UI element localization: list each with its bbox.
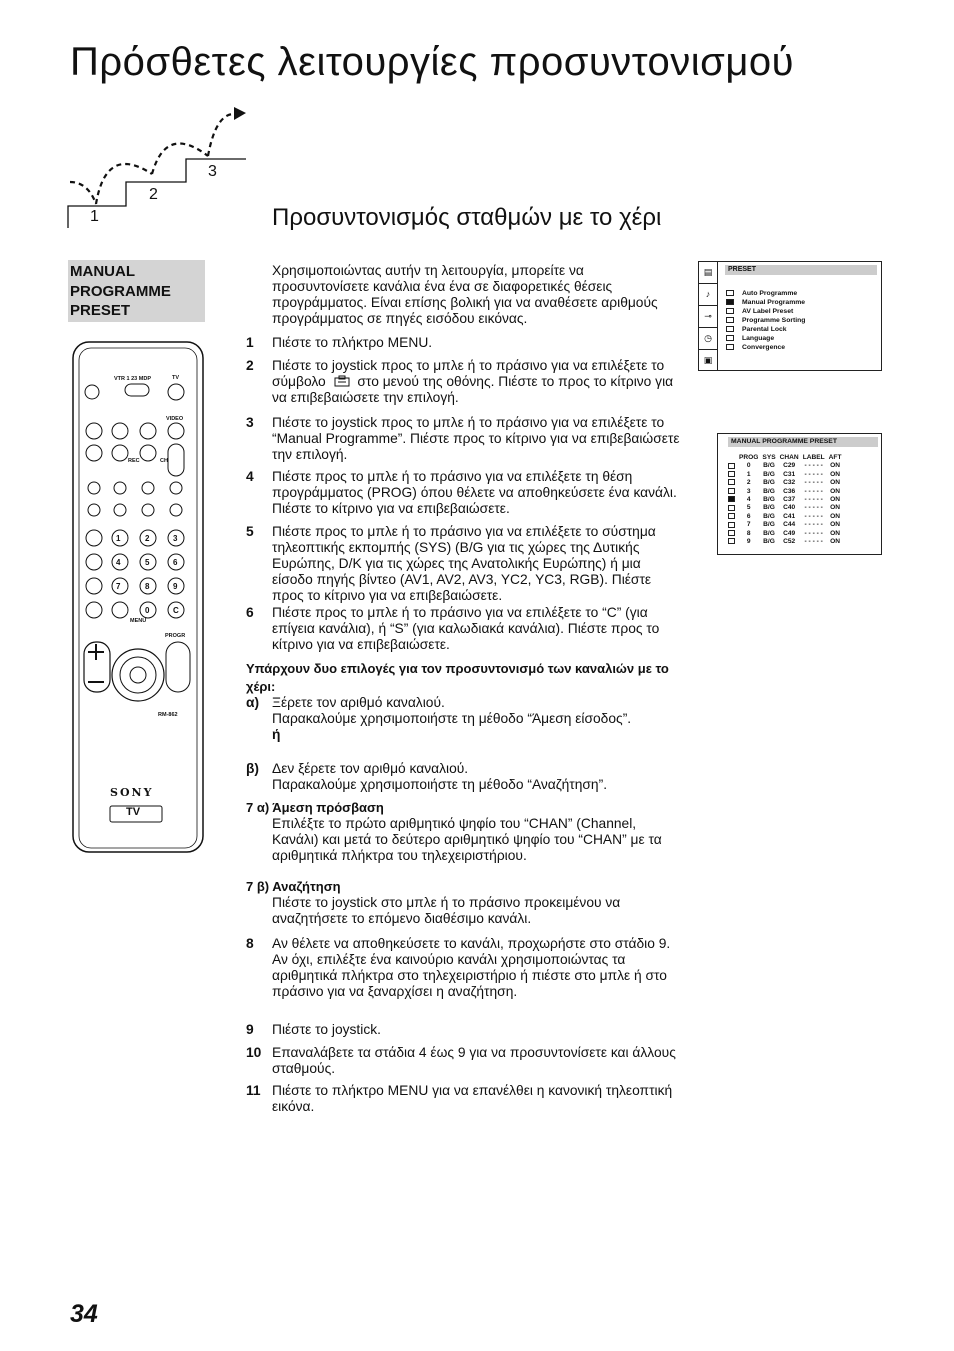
- column-header: SYS: [762, 454, 776, 461]
- table-row: [726, 530, 844, 538]
- table-cell: B/G: [763, 479, 775, 487]
- row-checkbox: [728, 513, 735, 519]
- table-row: [726, 513, 844, 521]
- menu-item: Language: [726, 334, 805, 343]
- table-cell: ON: [830, 521, 841, 529]
- table-cell: 2: [746, 479, 751, 487]
- table-row: [726, 488, 844, 496]
- step-7a-heading: 7 α) Άμεση πρόσβαση: [246, 800, 384, 815]
- connection-icon: ⊸: [699, 306, 717, 328]
- remote-control: [70, 340, 206, 860]
- step-number: 5: [246, 524, 254, 539]
- table-cell: ON: [830, 538, 841, 546]
- menu-item: Manual Programme: [726, 298, 805, 307]
- table-cell: ON: [830, 504, 841, 512]
- table-cell: 0: [746, 462, 751, 470]
- step-text: Πιέστε το πλήκτρο MENU για να επανέλθει η κανονική τηλεοπτική εικόνα.: [272, 1083, 673, 1114]
- table-cell: B/G: [763, 504, 775, 512]
- step-text: Πιέστε προς το μπλε ή το πράσινο για να επιλέξετε το σύστημα τηλεοπτικής εκπομπής (SYS) (B/G για τις χώρες της Δυτικής Ευρώπης, D/K για τις χώρες της Ανατολικής Ευρώπης) ή μια είσοδο πηγής βίντεο (AV1, AV2, AV3, YC2, YC3, RGB). Πιέστε προς το κίτρινο για να επιβεβαιώσετε.: [272, 524, 656, 603]
- step-text: Πιέστε προς το μπλε ή το πράσινο για να επιλέξετε το “C” (για επίγεια κανάλια), ή “S” (για καλωδιακά κανάλια). Πιέστε προς το κίτρινο για να επιβεβαιώσετε.: [272, 605, 660, 652]
- table-cell: - - - - -: [804, 462, 823, 470]
- intro-paragraph: Χρησιμοποιώντας αυτήν τη λειτουργία, μπορείτε να προσυντονίσετε κανάλια ένα ένα σε διαφορετικές θέσεις προγράμματος. Είναι επίσης βολική για να αναθέσετε αριθμούς προγράμματος σε πηγές εισόδου εικόνας.: [272, 263, 658, 326]
- table-cell: - - - - -: [804, 487, 823, 495]
- page-title: Πρόσθετες λειτουργίες προσυντονισμού: [70, 40, 794, 84]
- table-cell: ON: [830, 512, 841, 520]
- remote-video-label: VIDEO: [166, 416, 184, 422]
- option-a-line2: Παρακαλούμε χρησιμοποιήστε τη μέθοδο “Άμεση είσοδος”.: [272, 711, 632, 726]
- remote-digit-8[interactable]: 8: [145, 582, 150, 591]
- remote-control-graphic: [70, 340, 206, 855]
- preset-menu-sidebar: [699, 262, 718, 370]
- remote-digit-4[interactable]: 4: [116, 558, 121, 567]
- remote-digit-0[interactable]: 0: [145, 606, 150, 615]
- step-number: 2: [246, 358, 254, 373]
- step-7b-text: Πιέστε το joystick στο μπλε ή το πράσινο προκειμένου να αναζητήσετε το επόμενο διαθέσιμο κανάλι.: [272, 895, 621, 926]
- table-row: [726, 538, 844, 546]
- remote-digit-7[interactable]: 7: [116, 582, 121, 591]
- sidebar-label-line: PROGRAMME: [70, 282, 171, 300]
- option-b: [246, 761, 686, 797]
- table-cell: B/G: [763, 470, 775, 478]
- manual-programme-header: MANUAL PROGRAMME PRESET: [728, 437, 878, 447]
- stair-label-3: 3: [208, 163, 217, 180]
- table-cell: 9: [746, 538, 751, 546]
- table-row: [726, 471, 844, 479]
- step-7b: [246, 879, 686, 927]
- row-checkbox: [728, 488, 735, 494]
- remote-c-key[interactable]: C: [173, 606, 179, 615]
- sidebar-label-line: MANUAL: [70, 263, 135, 280]
- menu-item: Convergence: [726, 343, 805, 352]
- table-cell: C31: [783, 470, 796, 478]
- step-text: Πιέστε το joystick προς το μπλε ή το πράσινο για να επιλέξετε το “Manual Programme”. Πιέστε προς το κίτρινο για να επιβεβαιώσετε την επιλογή.: [272, 415, 680, 462]
- step-number: 9: [246, 1022, 254, 1037]
- preset-menu-list: [726, 289, 805, 352]
- remote-model-label: RM-862: [158, 712, 178, 718]
- table-cell: C36: [783, 487, 796, 495]
- table-cell: 1: [746, 470, 751, 478]
- remote-progr-label: PROGR: [165, 633, 186, 639]
- table-cell: ON: [830, 529, 841, 537]
- table-cell: ON: [830, 496, 841, 504]
- step-number: 1: [246, 335, 254, 350]
- step-7a-text: Επιλέξτε το πρώτο αριθμητικό ψηφίο του “CHAN” (Channel, Κανάλι) και μετά το δεύτερο αριθμητικό ψηφίο του “CHAN” με τα αριθμητικά πλήκτρα του τηλεχειριστήριου.: [272, 816, 662, 863]
- step-number: 6: [246, 605, 254, 620]
- step-number: 11: [246, 1083, 261, 1098]
- step-text: [272, 358, 682, 406]
- row-checkbox: [728, 505, 735, 511]
- sidebar-label-box: [68, 260, 205, 322]
- step-number: 8: [246, 936, 254, 951]
- row-checkbox: [728, 463, 735, 469]
- row-checkbox: [728, 496, 735, 502]
- row-checkbox: [728, 538, 735, 544]
- table-cell: - - - - -: [804, 479, 823, 487]
- table-cell: B/G: [763, 496, 775, 504]
- preset-symbol-icon: [334, 375, 350, 387]
- row-checkbox: [728, 522, 735, 528]
- option-text: [272, 761, 672, 793]
- menu-item: AV Label Preset: [726, 307, 805, 316]
- table-cell: 8: [746, 529, 751, 537]
- step-text: Αν θέλετε να αποθηκεύσετε το κανάλι, προχωρήστε στο στάδιο 9. Αν όχι, επιλέξτε ένα καινούριο κανάλι χρησιμοποιώντας τα αριθμητικά πλήκτρα στο τηλεχειριστήριο ή πιέστε στο μπλε ή στο πράσινο για να ξαναρχίσει η αναζήτηση.: [272, 936, 671, 999]
- manual-programme-screen: [717, 433, 882, 555]
- table-cell: - - - - -: [804, 470, 823, 478]
- menu-item: Programme Sorting: [726, 316, 805, 325]
- remote-brand-logo: SONY: [110, 786, 154, 799]
- step-7a: [246, 800, 686, 864]
- option-b-line1: Δεν ξέρετε τον αριθμό καναλιού.: [272, 761, 469, 776]
- column-header: AFT: [828, 454, 842, 461]
- row-checkbox: [728, 471, 735, 477]
- column-header: CHAN: [779, 454, 799, 461]
- table-cell: - - - - -: [804, 521, 823, 529]
- remote-digit-2[interactable]: 2: [145, 534, 150, 543]
- preset-icon: ▣: [703, 355, 713, 365]
- section-title: Προσυντονισμός σταθμών με το χέρι: [272, 204, 662, 231]
- page-number: 34: [70, 1300, 98, 1328]
- remote-digit-9[interactable]: 9: [173, 582, 178, 591]
- table-cell: ON: [830, 479, 841, 487]
- step-text: Επαναλάβετε τα στάδια 4 έως 9 για να προσυντονίσετε και άλλους σταθμούς.: [272, 1045, 676, 1076]
- table-cell: C37: [783, 496, 796, 504]
- table-cell: B/G: [763, 529, 775, 537]
- table-cell: - - - - -: [804, 512, 823, 520]
- row-checkbox: [728, 479, 735, 485]
- option-b-line2: Παρακαλούμε χρησιμοποιήστε τη μέθοδο “Αναζήτηση”.: [272, 777, 608, 792]
- option-a: [246, 695, 686, 765]
- table-cell: C52: [783, 538, 796, 546]
- step-text: Πιέστε προς το μπλε ή το πράσινο για να επιλέξετε τη θέση προγράμματος (PROG) όπου θέλετε να αποθηκεύσετε ένα κανάλι. Πιέστε το κίτρινο για να επιβεβαιώσετε.: [272, 469, 677, 516]
- table-cell: C40: [783, 504, 796, 512]
- column-header: LABEL: [802, 454, 825, 461]
- remote-digit-5[interactable]: 5: [145, 558, 150, 567]
- row-checkbox: [728, 530, 735, 536]
- table-row: [726, 479, 844, 487]
- table-cell: ON: [830, 470, 841, 478]
- table-cell: 4: [746, 496, 751, 504]
- table-cell: - - - - -: [804, 538, 823, 546]
- stair-label-1: 1: [90, 208, 99, 225]
- sound-icon: ♪: [699, 284, 717, 306]
- option-label: β): [246, 761, 260, 776]
- sidebar-label-line: PRESET: [70, 302, 131, 319]
- table-cell: C32: [783, 479, 796, 487]
- preset-menu-screen: [698, 261, 882, 371]
- option-text: [272, 695, 672, 743]
- step-text: Πιέστε το joystick.: [272, 1022, 381, 1037]
- table-cell: B/G: [763, 512, 775, 520]
- step-number: 3: [246, 415, 254, 430]
- menu-item: Parental Lock: [726, 325, 805, 334]
- table-cell: C49: [783, 529, 796, 537]
- picture-icon: ▤: [699, 262, 717, 284]
- remote-menu-label: MENU: [130, 618, 147, 624]
- menu-item: Auto Programme: [726, 289, 805, 298]
- stair-label-2: 2: [149, 186, 158, 203]
- table-row: [726, 521, 844, 529]
- timer-icon: ◷: [699, 328, 717, 350]
- options-heading: Υπάρχουν δυο επιλογές για τον προσυντονισμό των καναλιών με το χέρι:: [246, 661, 669, 694]
- remote-digit-1[interactable]: 1: [116, 534, 121, 543]
- table-cell: B/G: [763, 521, 775, 529]
- table-cell: C29: [783, 462, 796, 470]
- step-number: 10: [246, 1045, 262, 1060]
- table-cell: C41: [783, 512, 796, 520]
- remote-tv-label: TV: [172, 375, 180, 381]
- remote-vtr-label: VTR 1 23 MDP: [114, 376, 151, 382]
- table-cell: ON: [830, 487, 841, 495]
- table-cell: B/G: [763, 538, 775, 546]
- remote-digit-6[interactable]: 6: [173, 558, 178, 567]
- column-header: PROG: [739, 454, 759, 461]
- table-cell: 5: [746, 504, 751, 512]
- table-row: [726, 462, 844, 470]
- stairs-diagram: [66, 104, 256, 239]
- option-or: ή: [272, 727, 281, 742]
- option-a-line1: Ξέρετε τον αριθμό καναλιού.: [272, 695, 445, 710]
- table-cell: C44: [783, 521, 796, 529]
- table-cell: 3: [746, 487, 751, 495]
- table-header-row: [726, 454, 844, 462]
- table-cell: ON: [830, 462, 841, 470]
- step-number: 4: [246, 469, 254, 484]
- table-row: [726, 504, 844, 512]
- table-cell: - - - - -: [804, 504, 823, 512]
- step-text: Πιέστε το πλήκτρο MENU.: [272, 335, 433, 350]
- remote-digit-3[interactable]: 3: [173, 534, 178, 543]
- step-7b-heading: 7 β) Αναζήτηση: [246, 879, 341, 894]
- remote-rec-label: REC: [128, 458, 140, 464]
- remote-ch-label: CH: [160, 458, 168, 464]
- option-label: α): [246, 695, 260, 710]
- table-cell: - - - - -: [804, 496, 823, 504]
- step-2-text-a: Πιέστε το joystick προς το μπλε ή το πράσινο για να επιλέξετε το σύμβολο: [272, 358, 665, 389]
- remote-tv-badge: TV: [126, 806, 141, 818]
- table-cell: 6: [746, 512, 751, 520]
- manual-programme-table: [726, 454, 844, 546]
- step-2-text-b: στο μενού της οθόνης. Πιέστε το προς το κίτρινο για να επιβεβαιώσετε την επιλογή.: [272, 374, 674, 405]
- table-cell: B/G: [763, 462, 775, 470]
- table-cell: B/G: [763, 487, 775, 495]
- preset-menu-header: PRESET: [725, 265, 877, 275]
- table-row: [726, 496, 844, 504]
- table-cell: 7: [746, 521, 751, 529]
- table-cell: - - - - -: [804, 529, 823, 537]
